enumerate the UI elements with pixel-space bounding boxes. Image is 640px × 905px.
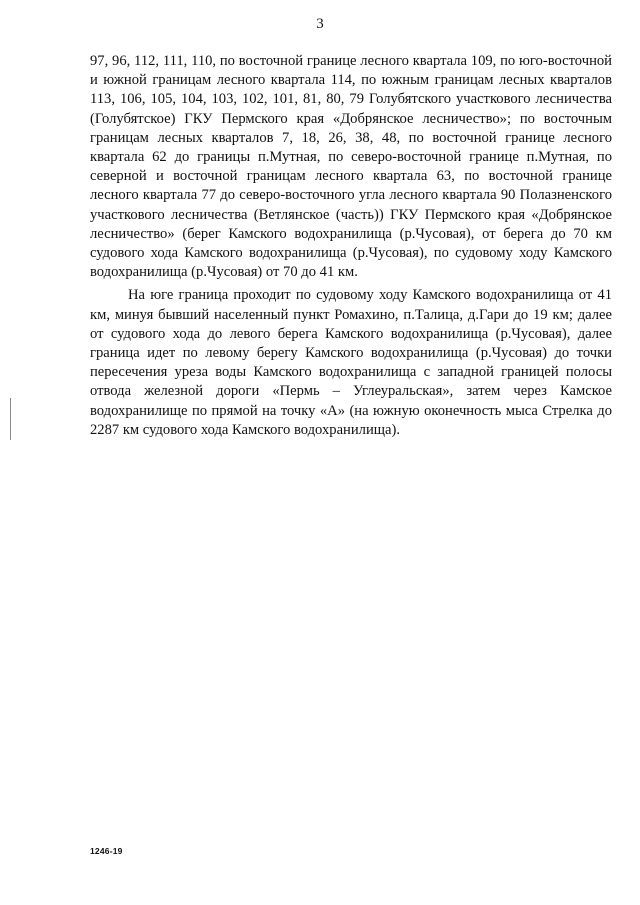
- margin-mark: [10, 398, 11, 440]
- paragraph-boundary-continuation: 97, 96, 112, 111, 110, по восточной границе лесного квартала 109, по юго-восточной и южной границам лесного квартала 114, по южным границам лесных кварталов 113, 106, 105, 104, 103, 102, 101, 81, 80, 79 Голубятского участкового лесничества (Голубятское) ГКУ Пермского края «Добрянское лесничество»; по восточным границам лесных кварталов 7, 18, 26, 38, 48, по восточной границе лесного квартала 62 до границы п.Мутная, по северо-восточной границе п.Мутная, по северной и восточной границам лесного квартала 63, по восточной границе лесного квартала 77 до северо-восточного угла лесного квартала 90 Полазненского участкового лесничества (Ветлянское (часть)) ГКУ Пермского края «Добрянское лесничество» (берег Камского водохранилища (р.Чусовая), от берега до 70 км судового хода Камского водохранилища (р.Чусовая), по судовому ходу Камского водохранилища (р.Чусовая) от 70 до 41 км.: [90, 53, 612, 281]
- document-body: [90, 52, 612, 440]
- page-number: 3: [316, 16, 324, 32]
- document-code: 1246-19: [90, 846, 123, 856]
- paragraph-southern-boundary: На юге граница проходит по судовому ходу Камского водохранилища от 41 км, минуя бывший населенный пункт Ромахино, п.Талица, д.Гари до 19 км; далее от судового хода до левого берега Камского водохранилища (р.Чусовая), далее граница идет по левому берегу Камского водохранилища (р.Чусовая) до точки пересечения уреза воды Камского водохранилища с западной границей полосы отвода железной дороги «Пермь – Углеуральская», затем через Камское водохранилище по прямой на точку «А» (на южную оконечность мыса Стрелка до 2287 км судового хода Камского водохранилища).: [90, 287, 612, 438]
